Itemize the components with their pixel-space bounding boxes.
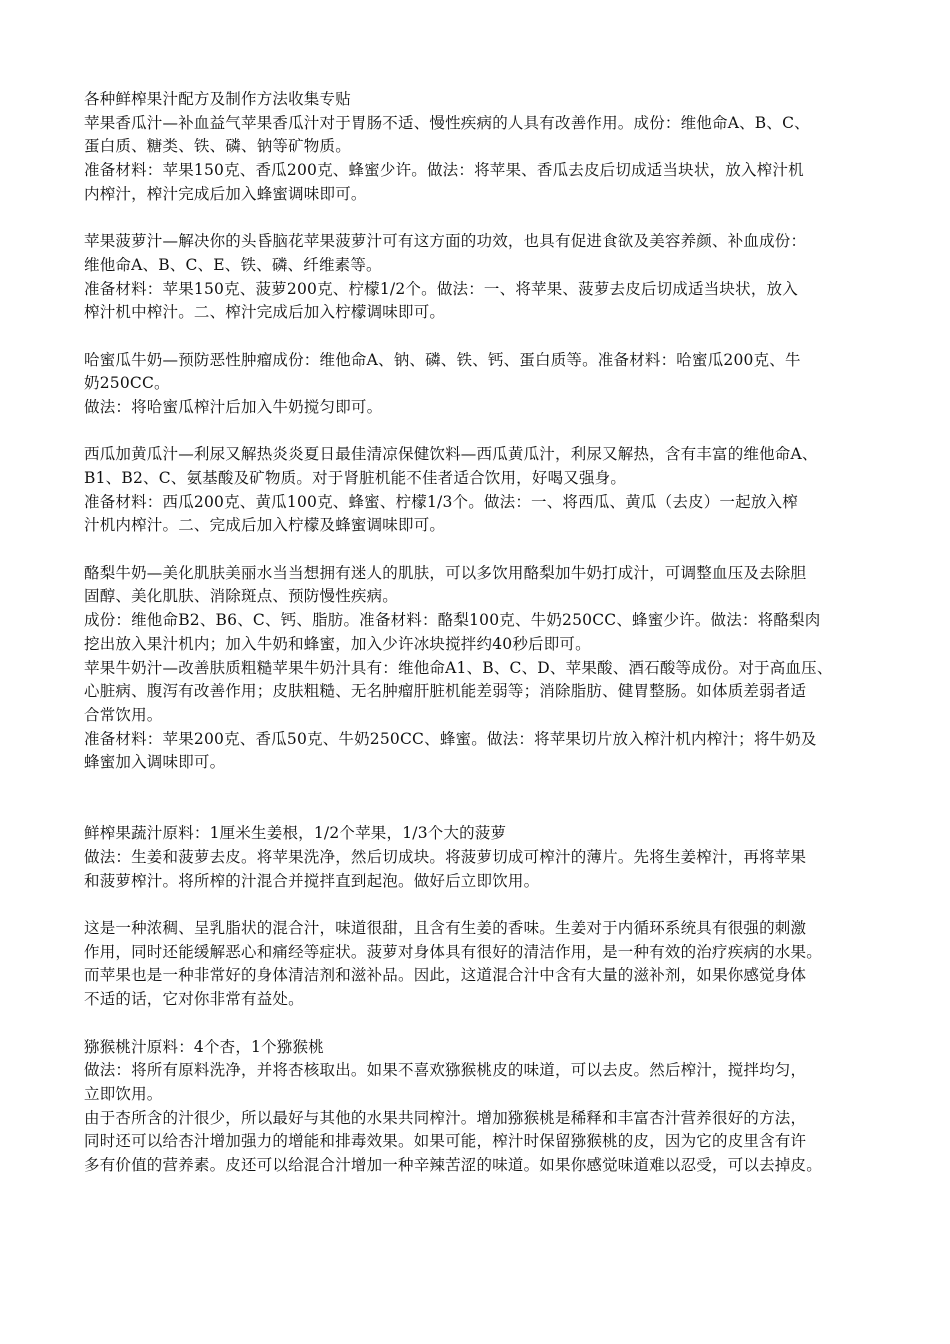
text-line: 蜂蜜加入调味即可。 xyxy=(84,753,226,772)
blank-line xyxy=(84,1012,884,1036)
text-line: 准备材料：苹果150克、菠萝200克、柠檬1/2个。做法：一、将苹果、菠萝去皮后切成适当块状，放入 xyxy=(84,279,798,298)
blank-line xyxy=(84,538,884,562)
text-line: B1、B2、C、氨基酸及矿物质。对于肾脏机能不佳者适合饮用，好喝又强身。 xyxy=(84,469,627,487)
blank-line xyxy=(84,420,884,444)
text-line: 不适的话，它对你非常有益处。 xyxy=(84,990,304,1009)
text-line: 这是一种浓稠、呈乳脂状的混合汁，味道很甜，且含有生姜的香味。生姜对于内循环系统具有很强的刺激 xyxy=(84,919,807,938)
text-line: 维他命A、B、C、E、铁、磷、纤维素等。 xyxy=(84,255,382,274)
text-line: 做法：将所有原料洗净，并将杏核取出。如果不喜欢猕猴桃皮的味道，可以去皮。然后榨汁，搅拌均匀， xyxy=(84,1061,807,1080)
text-line: 多有价值的营养素。皮还可以给混合汁增加一种辛辣苦涩的味道。如果你感觉味道难以忍受，可以去掉皮。 xyxy=(84,1155,822,1174)
text-line: 同时还可以给杏汁增加强力的增能和排毒效果。如果可能，榨汁时保留猕猴桃的皮，因为它的皮里含有许 xyxy=(84,1132,807,1151)
text-line: 准备材料：西瓜200克、黄瓜100克、蜂蜜、柠檬1/3个。做法：一、将西瓜、黄瓜（去皮）一起放入榨 xyxy=(84,492,798,511)
text-line: 和菠萝榨汁。将所榨的汁混合并搅拌直到起泡。做好后立即饮用。 xyxy=(84,871,540,890)
document-page xyxy=(84,88,884,1178)
text-line: 奶250CC。 xyxy=(84,374,170,393)
text-line: 成份：维他命B2、B6、C、钙、脂肪。准备材料：酪梨100克、牛奶250CC、蜂蜜少许。做法：将酪梨肉 xyxy=(84,611,821,630)
text-line: 汁机内榨汁。二、完成后加入柠檬及蜂蜜调味即可。 xyxy=(84,516,446,535)
text-line: 准备材料：苹果150克、香瓜200克、蜂蜜少许。做法：将苹果、香瓜去皮后切成适当块状，放入榨汁机 xyxy=(84,161,804,180)
text-line: 鲜榨果蔬汁原料：1厘米生姜根，1/2个苹果，1/3个大的菠萝 xyxy=(84,824,507,843)
text-line: 哈蜜瓜牛奶—预防恶性肿瘤成份：维他命A、钠、磷、铁、钙、蛋白质等。准备材料：哈蜜瓜200克、牛 xyxy=(84,350,801,369)
text-line: 作用，同时还能缓解恶心和痛经等症状。菠萝对身体具有很好的清洁作用，是一种有效的治疗疾病的水果。 xyxy=(84,942,822,961)
blank-line xyxy=(84,775,884,799)
text-line: 苹果香瓜汁—补血益气苹果香瓜汁对于胃肠不适、慢性疾病的人具有改善作用。成份：维他命A、B、C、 xyxy=(84,113,810,132)
text-line: 做法：将哈蜜瓜榨汁后加入牛奶搅匀即可。 xyxy=(84,397,383,416)
text-line: 心脏病、腹泻有改善作用；皮肤粗糙、无名肿瘤肝脏机能差弱等；消除脂肪、健胃整肠。如体质差弱者适 xyxy=(84,682,807,701)
text-line: 立即饮用。 xyxy=(84,1084,163,1103)
blank-line xyxy=(84,325,884,349)
document-title: 各种鲜榨果汁配方及制作方法收集专贴 xyxy=(84,90,351,108)
blank-line xyxy=(84,206,884,230)
text-line: 苹果牛奶汁—改善肤质粗糙苹果牛奶汁具有：维他命A1、B、C、D、苹果酸、酒石酸等成份。对于高血压、 xyxy=(84,658,833,677)
text-line: 合常饮用。 xyxy=(84,705,163,724)
text-line: 蛋白质、糖类、铁、磷、钠等矿物质。 xyxy=(84,137,351,156)
text-line: 榨汁机中榨汁。二、榨汁完成后加入柠檬调味即可。 xyxy=(84,303,446,322)
text-line: 而苹果也是一种非常好的身体清洁剂和滋补品。因此，这道混合汁中含有大量的滋补剂，如果你感觉身体 xyxy=(84,966,807,985)
text-line: 猕猴桃汁原料：4个杏，1个猕猴桃 xyxy=(84,1037,324,1056)
blank-line xyxy=(84,893,884,917)
text-line: 由于杏所含的汁很少，所以最好与其他的水果共同榨汁。增加猕猴桃是稀释和丰富杏汁营养很好的方法， xyxy=(84,1108,807,1127)
text-line: 固醇、美化肌肤、消除斑点、预防慢性疾病。 xyxy=(84,587,399,606)
text-line: 挖出放入果汁机内；加入牛奶和蜂蜜，加入少许冰块搅拌约40秒后即可。 xyxy=(84,634,591,653)
text-line: 内榨汁，榨汁完成后加入蜂蜜调味即可。 xyxy=(84,184,367,203)
blank-line xyxy=(84,799,884,823)
text-line: 西瓜加黄瓜汁—利尿又解热炎炎夏日最佳清凉保健饮料—西瓜黄瓜汁，利尿又解热，含有丰富的维他命A、 xyxy=(84,445,818,464)
text-line: 做法：生姜和菠萝去皮。将苹果洗净，然后切成块。将菠萝切成可榨汁的薄片。先将生姜榨汁，再将苹果 xyxy=(84,848,807,866)
text-line: 酪梨牛奶—美化肌肤美丽水当当想拥有迷人的肌肤，可以多饮用酪梨加牛奶打成汁，可调整血压及去除胆 xyxy=(84,563,807,582)
text-line: 准备材料：苹果200克、香瓜50克、牛奶250CC、蜂蜜。做法：将苹果切片放入榨汁机内榨汁；将牛奶及 xyxy=(84,729,817,748)
text-line: 苹果菠萝汁—解决你的头昏脑花苹果菠萝汁可有这方面的功效，也具有促进食欲及美容养颜、补血成份： xyxy=(84,232,807,251)
